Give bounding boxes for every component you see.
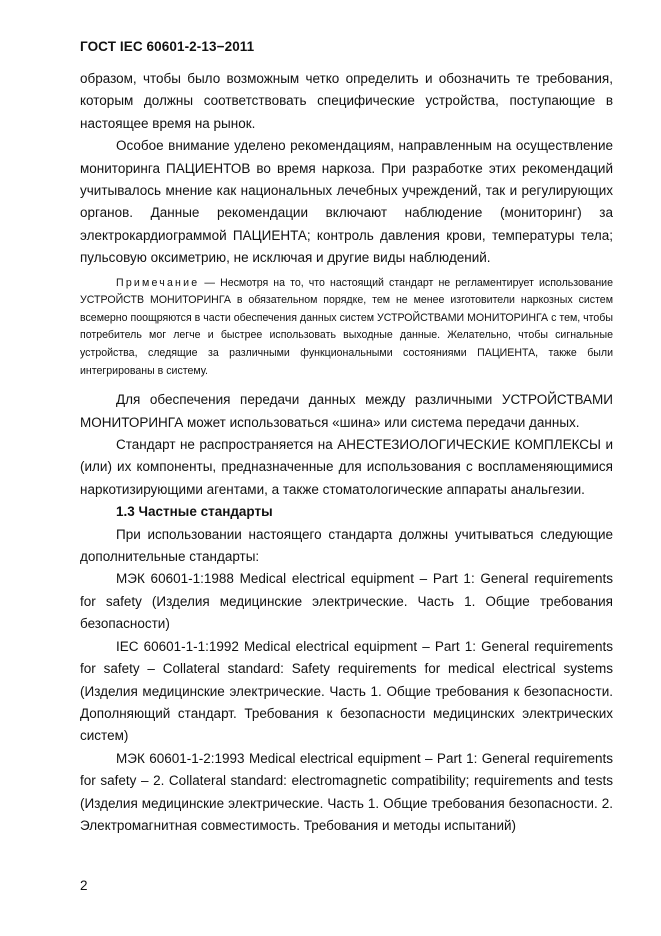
note-text: — Несмотря на то, что настоящий стандарт не регламентирует использование УСТРОЙСТВ МОНИТОРИНГА в обязательном порядке, тем не менее изготовители наркозных систем всемерно поощряются в части обеспечения данных систем УСТРОЙСТВАМИ МОНИТОРИНГА с тем, чтобы потребитель мог легче и быстрее использовать выходные данные. Желательно, чтобы сигнальные устройства, следящие за различными функциональными состояниями ПАЦИЕНТА, также были интегрированы в систему. <box>80 276 613 377</box>
standard-reference-3: МЭК 60601-1-2:1993 Medical electrical equipment – Part 1: General requirements for safety – 2. Collateral standard: electromagnetic compatibility; requirements and tests (Изделия медицинские электрические. Часть 1. Общие требования безопасности. 2. Электромагнитная совместимость. Требования и методы испытаний) <box>80 750 613 833</box>
paragraph-standards-intro: При использовании настоящего стандарта должны учитываться следующие дополнительные стандарты: <box>80 526 613 565</box>
paragraph-scope-exclusion: Стандарт не распространяется на АНЕСТЕЗИОЛОГИЧЕСКИЕ КОМПЛЕКСЫ и (или) их компоненты, предназначенные для использования с воспламеняющимися наркотизирующими агентами, а также стоматологические аппараты анальгезии. <box>80 437 613 497</box>
paragraph-monitoring-recommendations: Особое внимание уделено рекомендациям, направленным на осуществление мониторинга ПАЦИЕНТОВ во время наркоза. При разработке этих рекомендаций учитывалось мнение как национальных лечебных учреждений, так и регулирующих органов. Данные рекомендации включают наблюдение (мониторинг) за электрокардиограммой ПАЦИЕНТА; контроль давления крови, температуры тела; пульсовую оксиметрию, не исключая и другие виды наблюдений. <box>80 138 613 266</box>
note-block <box>80 275 613 381</box>
paragraph-data-bus: Для обеспечения передачи данных между различными УСТРОЙСТВАМИ МОНИТОРИНГА может использоваться «шина» или система передачи данных. <box>80 392 613 430</box>
paragraph-continuation: образом, чтобы было возможным четко определить и обозначить те требования, которым должны соответствовать специфические устройства, поступающие в настоящее время на рынок. <box>80 71 613 131</box>
standard-reference-1: МЭК 60601-1:1988 Medical electrical equipment – Part 1: General requirements for safety (Изделия медицинские электрические. Часть 1. Общие требования безопасности) <box>80 571 613 632</box>
standard-reference-2: IEC 60601-1-1:1992 Medical electrical equipment – Part 1: General requirements for safety – Collateral standard: Safety requirements for medical electrical systems (Изделия медицинские электрические. Часть 1. Общие требования к безопасности. Дополняющий стандарт. Требования к безопасности медицинских электрических систем) <box>80 638 613 744</box>
note-label: Примечание <box>116 276 200 289</box>
document-header-title: ГОСТ IEC 60601-2-13−2011 <box>80 39 255 54</box>
section-heading: 1.3 Частные стандарты <box>116 504 273 520</box>
document-body <box>80 68 613 837</box>
page-number: 2 <box>80 878 88 893</box>
